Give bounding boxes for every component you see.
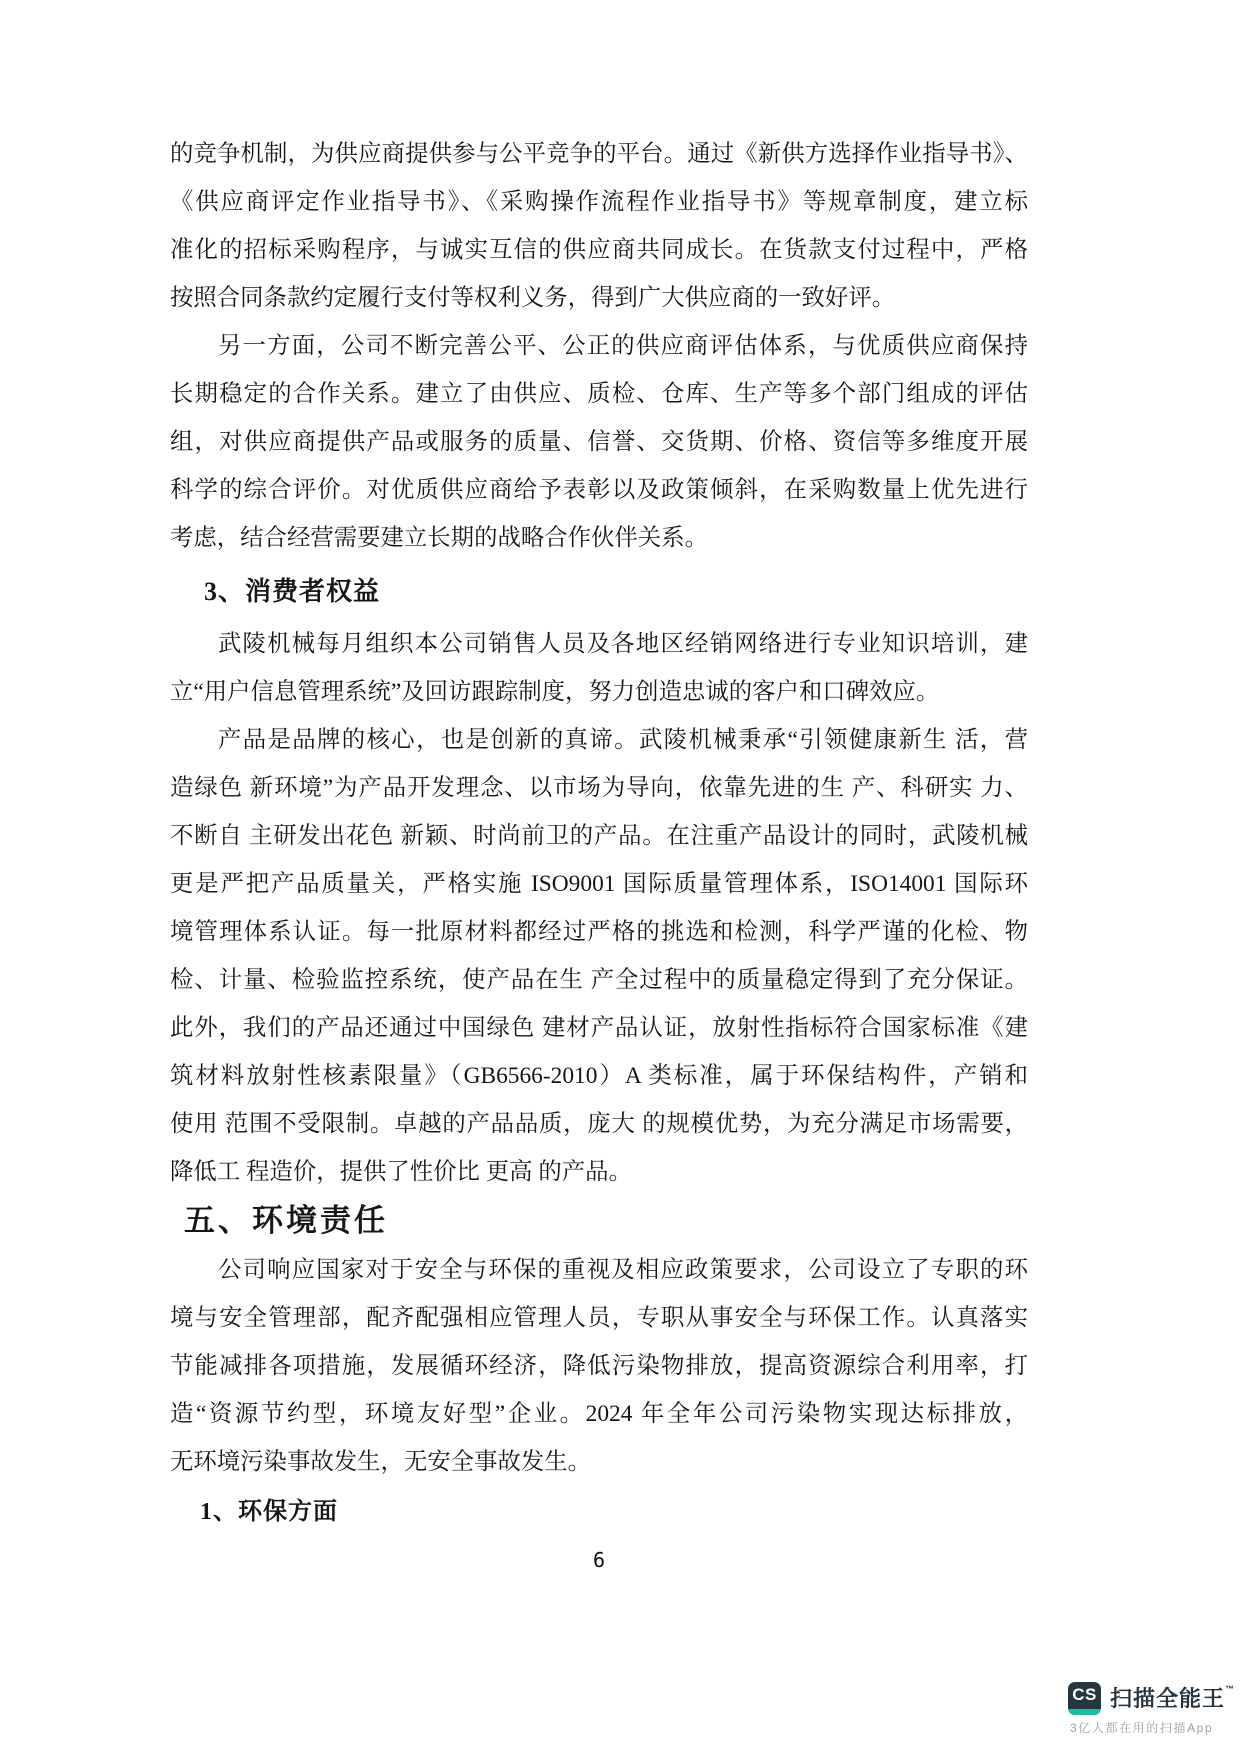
text-line: 考虑，结合经营需要建立长期的战略合作伙伴关系。 (170, 525, 708, 551)
text-line: 造“资源节约型，环境友好型”企业。2024 年全年公司污染物实现达标排放， (170, 1401, 1028, 1427)
text-line: 更是严把产品质量关，严格实施 ISO9001 国际质量管理体系，ISO14001 国际环 (170, 871, 1028, 897)
text-line: 筑材料放射性核素限量》（GB6566-2010）A 类标准，属于环保结构件，产销和 (170, 1063, 1028, 1089)
heading-environmental-responsibility: 五、环境责任 (184, 1203, 388, 1238)
text-line: 准化的招标采购程序，与诚实互信的供应商共同成长。在货款支付过程中，严格 (170, 237, 1028, 263)
text-line: 检、计量、检验监控系统，使产品在生 产全过程中的质量稳定得到了充分保证。 (170, 967, 1028, 993)
text-line: 的竞争机制，为供应商提供参与公平竞争的平台。通过《新供方选择作业指导书》、 (170, 141, 1028, 167)
paragraph-environment-safety (170, 1246, 1028, 1486)
camscanner-tagline: 3亿人都在用的扫描App (1070, 1721, 1214, 1735)
camscanner-icon-teal-strip (1068, 1709, 1101, 1715)
trademark-symbol: ™ (1225, 1684, 1236, 1694)
text-line: 使用 范围不受限制。卓越的产品品质，庞大 的规模优势，为充分满足市场需要， (170, 1111, 1028, 1137)
text-line: 境与安全管理部，配齐配强相应管理人员，专职从事安全与环保工作。认真落实 (170, 1305, 1028, 1331)
camscanner-watermark (1068, 1682, 1235, 1736)
text-line: 武陵机械每月组织本公司销售人员及各地区经销网络进行专业知识培训，建 (217, 631, 1028, 657)
heading-consumer-rights: 3、消费者权益 (204, 577, 381, 606)
paragraph-product-quality (170, 716, 1028, 1196)
heading-environmental-protection: 1、环保方面 (200, 1499, 338, 1525)
document-text-column (170, 130, 1028, 1530)
text-line: 此外，我们的产品还通过中国绿色 建材产品认证，放射性指标符合国家标准《建 (170, 1015, 1028, 1041)
page-number: 6 (592, 1548, 606, 1572)
text-line: 公司响应国家对于安全与环保的重视及相应政策要求，公司设立了专职的环 (217, 1257, 1028, 1283)
text-line: 科学的综合评价。对优质供应商给予表彰以及政策倾斜，在采购数量上优先进行 (170, 477, 1028, 503)
camscanner-brand-text: 扫描全能王 (1110, 1686, 1226, 1711)
text-line: 立“用户信息管理系统”及回访跟踪制度，努力创造忠诚的客户和口碑效应。 (170, 679, 940, 705)
text-line: 按照合同条款约定履行支付等权利义务，得到广大供应商的一致好评。 (170, 285, 896, 311)
text-line: 造绿色 新环境”为产品开发理念、以市场为导向，依靠先进的生 产、科研实 力、 (170, 775, 1028, 801)
text-line: 组，对供应商提供产品或服务的质量、信誉、交货期、价格、资信等多维度开展 (170, 429, 1028, 455)
paragraph-sales-training (170, 620, 1028, 716)
text-line: 节能减排各项措施，发展循环经济，降低污染物排放，提高资源综合利用率，打 (170, 1353, 1028, 1379)
text-line: 降低工 程造价，提供了性价比 更高 的产品。 (170, 1159, 632, 1185)
text-line: 另一方面，公司不断完善公平、公正的供应商评估体系，与优质供应商保持 (217, 333, 1028, 359)
camscanner-brand-name (1110, 1682, 1235, 1715)
text-line: 不断自 主研发出花色 新颖、时尚前卫的产品。在注重产品设计的同时，武陵机械 (170, 823, 1028, 849)
camscanner-icon-letters: CS (1072, 1685, 1097, 1704)
text-line: 境管理体系认证。每一批原材料都经过严格的挑选和检测，科学严谨的化检、物 (170, 919, 1028, 945)
text-line: 《供应商评定作业指导书》、《采购操作流程作业指导书》等规章制度，建立标 (170, 189, 1028, 215)
camscanner-icon (1068, 1682, 1101, 1715)
paragraph-supplier-fairness (170, 130, 1028, 322)
paragraph-supplier-evaluation (170, 322, 1028, 562)
text-line: 产品是品牌的核心，也是创新的真谛。武陵机械秉承“引领健康新生 活，营 (217, 727, 1028, 753)
camscanner-logo-row (1068, 1682, 1235, 1715)
text-line: 无环境污染事故发生，无安全事故发生。 (170, 1449, 592, 1475)
text-line: 长期稳定的合作关系。建立了由供应、质检、仓库、生产等多个部门组成的评估 (170, 381, 1028, 407)
